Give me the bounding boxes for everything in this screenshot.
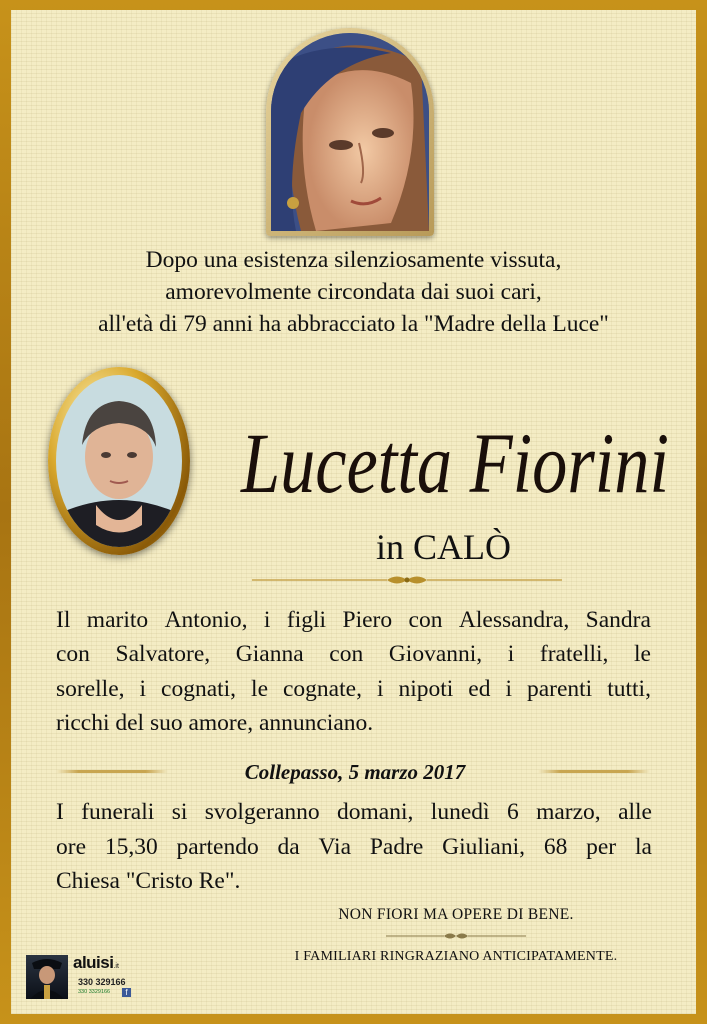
intro-line: Dopo una esistenza silenziosamente vissuta, bbox=[145, 247, 562, 273]
intro-line: all'età di 79 anni ha abbracciato la "Madre della Luce" bbox=[98, 311, 609, 337]
intro-text bbox=[30, 244, 677, 340]
no-flowers-text: NON FIORI MA OPERE DI BENE. bbox=[338, 906, 574, 923]
right-rule bbox=[538, 770, 650, 773]
madonna-image bbox=[266, 28, 434, 236]
place-date: Collepasso, 5 marzo 2017 bbox=[244, 760, 466, 784]
funeral-line: I funerali si svolgeranno domani, lunedì 6 marzo, alle bbox=[56, 799, 652, 825]
family-line: Il marito Antonio, i figli Piero con Alessandra, Sandra bbox=[56, 607, 651, 633]
deceased-photo bbox=[48, 367, 190, 555]
facebook-icon[interactable]: f bbox=[122, 988, 131, 997]
family-line: con Salvatore, Gianna con Giovanni, i fratelli, le bbox=[56, 641, 651, 668]
ornament-divider bbox=[252, 573, 562, 592]
whatsapp-icon: 330 3329166 bbox=[78, 989, 111, 995]
agency-phone: 330 329166 bbox=[78, 977, 126, 987]
married-name: in CALÒ bbox=[376, 527, 511, 567]
small-ornament bbox=[386, 928, 526, 946]
thanks-text: I FAMILIARI RINGRAZIANO ANTICIPATAMENTE. bbox=[294, 949, 618, 964]
intro-line: amorevolmente circondata dai suoi cari, bbox=[165, 279, 542, 305]
name-text: Lucetta Fiorini bbox=[239, 415, 670, 508]
family-line: sorelle, i cognati, le cognate, i nipoti ed i parenti tutti, bbox=[56, 675, 651, 702]
agency-name: aluisi.it bbox=[73, 953, 119, 972]
agency-photo bbox=[26, 955, 68, 999]
funeral-line: Chiesa "Cristo Re". bbox=[56, 868, 241, 895]
agency-logo[interactable] bbox=[26, 955, 156, 1005]
deceased-name bbox=[235, 368, 675, 508]
funeral-line: ore 15,30 partendo da Via Padre Giuliani, 68 per la bbox=[56, 833, 652, 860]
family-line: ricchi del suo amore, annunciano. bbox=[56, 709, 374, 736]
left-rule bbox=[56, 770, 168, 773]
funeral-text bbox=[56, 795, 652, 899]
family-text bbox=[56, 603, 651, 740]
